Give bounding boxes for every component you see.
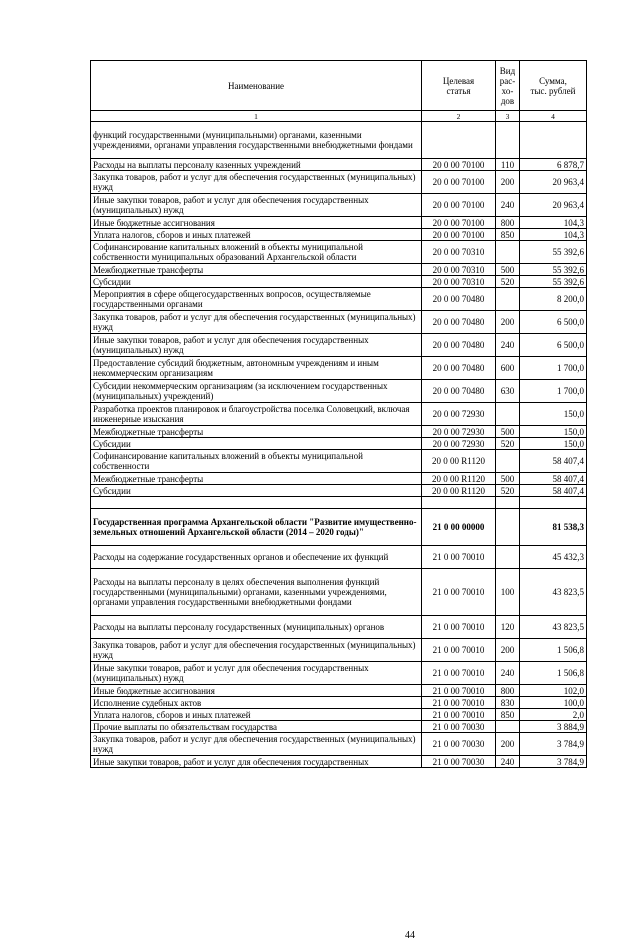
row-name-cell: Расходы на содержание государственных органов и обеспечение их функций [91,546,422,569]
page-number: 44 [405,930,415,941]
row-name-cell: Межбюджетные трансферты [91,473,422,485]
table-row [91,497,587,509]
table-row [91,241,587,264]
row-sum-cell: 81 538,3 [520,509,587,546]
row-expense-type-cell [496,450,520,473]
row-sum-cell: 55 392,6 [520,276,587,288]
row-sum-cell: 150,0 [520,403,587,426]
table-row [91,276,587,288]
row-target-article-cell: 21 0 00 70010 [422,639,496,662]
row-target-article-cell: 20 0 00 70100 [422,159,496,171]
column-number: 2 [422,111,496,122]
column-number-row [91,111,587,122]
row-target-article-cell: 20 0 00 70480 [422,380,496,403]
table-row [91,721,587,733]
header-name: Наименование [91,61,422,111]
header-expense-type: Вид рас- хо- дов [496,61,520,111]
row-sum-cell: 6 500,0 [520,334,587,357]
row-name-cell: Межбюджетные трансферты [91,426,422,438]
row-target-article-cell: 20 0 00 72930 [422,403,496,426]
row-sum-cell: 150,0 [520,438,587,450]
row-target-article-cell: 20 0 00 70100 [422,194,496,217]
row-expense-type-cell: 500 [496,426,520,438]
row-expense-type-cell: 600 [496,357,520,380]
row-expense-type-cell: 830 [496,697,520,709]
row-target-article-cell: 20 0 00 R1120 [422,485,496,497]
row-target-article-cell: 20 0 00 70310 [422,264,496,276]
row-sum-cell: 100,0 [520,697,587,709]
table-row [91,569,587,616]
row-expense-type-cell: 200 [496,311,520,334]
row-name-cell: Иные закупки товаров, работ и услуг для обеспечения государственных (муниципальных) нужд [91,194,422,217]
row-sum-cell [520,122,587,159]
row-sum-cell: 1 700,0 [520,357,587,380]
row-name-cell: Иные закупки товаров, работ и услуг для обеспечения государственных (муниципальных) нужд [91,662,422,685]
row-target-article-cell: 21 0 00 70010 [422,697,496,709]
row-target-article-cell: 21 0 00 70010 [422,546,496,569]
table-row [91,697,587,709]
row-name-cell: Субсидии [91,438,422,450]
row-name-cell: Закупка товаров, работ и услуг для обеспечения государственных (муниципальных) нужд [91,171,422,194]
row-expense-type-cell: 240 [496,334,520,357]
table-row [91,217,587,229]
row-name-cell: Закупка товаров, работ и услуг для обеспечения государственных (муниципальных) нужд [91,733,422,756]
row-sum-cell: 20 963,4 [520,171,587,194]
row-sum-cell: 43 823,5 [520,616,587,639]
row-expense-type-cell [496,403,520,426]
row-expense-type-cell: 850 [496,229,520,241]
row-target-article-cell [422,497,496,509]
row-name-cell: Иные бюджетные ассигнования [91,217,422,229]
row-name-cell: Закупка товаров, работ и услуг для обеспечения государственных (муниципальных) нужд [91,311,422,334]
row-name-cell: Исполнение судебных актов [91,697,422,709]
row-name-cell: Предоставление субсидий бюджетным, автономным учреждениям и иным некоммерческим организациям [91,357,422,380]
table-row [91,616,587,639]
table-row [91,357,587,380]
row-expense-type-cell: 100 [496,569,520,616]
row-name-cell: Субсидии [91,276,422,288]
row-target-article-cell: 20 0 00 70100 [422,229,496,241]
row-target-article-cell [422,122,496,159]
column-number: 4 [520,111,587,122]
row-name-cell: Софинансирование капитальных вложений в объекты муниципальной собственности муниципальных образований Архангельской области [91,241,422,264]
row-target-article-cell: 20 0 00 70480 [422,334,496,357]
row-expense-type-cell: 500 [496,264,520,276]
row-name-cell: Прочие выплаты по обязательствам государства [91,721,422,733]
row-expense-type-cell [496,721,520,733]
row-target-article-cell: 20 0 00 R1120 [422,450,496,473]
table-row [91,546,587,569]
row-target-article-cell: 20 0 00 70100 [422,171,496,194]
table-row [91,229,587,241]
row-name-cell: Расходы на выплаты персоналу казенных учреждений [91,159,422,171]
row-expense-type-cell: 200 [496,639,520,662]
row-sum-cell: 3 884,9 [520,721,587,733]
header-target-article: Целевая статья [422,61,496,111]
table-row [91,426,587,438]
row-expense-type-cell: 200 [496,171,520,194]
table-row [91,709,587,721]
row-sum-cell: 1 700,0 [520,380,587,403]
row-name-cell: Государственная программа Архангельской области "Развитие имущественно-земельных отношений Архангельской области (2014 – 2020 годы)" [91,509,422,546]
row-target-article-cell: 21 0 00 70030 [422,756,496,768]
row-sum-cell: 20 963,4 [520,194,587,217]
row-sum-cell: 102,0 [520,685,587,697]
row-sum-cell: 3 784,9 [520,756,587,768]
row-sum-cell: 45 432,3 [520,546,587,569]
row-sum-cell: 55 392,6 [520,264,587,276]
table-row [91,159,587,171]
table-row [91,756,587,768]
row-name-cell [91,497,422,509]
row-target-article-cell: 21 0 00 70010 [422,616,496,639]
row-sum-cell: 8 200,0 [520,288,587,311]
row-name-cell: Расходы на выплаты персоналу в целях обеспечения выполнения функций государственными (муниципальными) органами, казенными учреждениями, органами управления государственными внебюджетными фондами [91,569,422,616]
row-target-article-cell: 20 0 00 70480 [422,357,496,380]
row-sum-cell: 1 506,8 [520,662,587,685]
table-row [91,122,587,159]
row-expense-type-cell: 800 [496,685,520,697]
row-target-article-cell: 20 0 00 70310 [422,241,496,264]
row-name-cell: Закупка товаров, работ и услуг для обеспечения государственных (муниципальных) нужд [91,639,422,662]
row-expense-type-cell [496,509,520,546]
table-row [91,380,587,403]
row-expense-type-cell: 200 [496,733,520,756]
header-sum: Сумма, тыс. рублей [520,61,587,111]
row-expense-type-cell: 520 [496,485,520,497]
row-expense-type-cell [496,497,520,509]
row-target-article-cell: 20 0 00 70310 [422,276,496,288]
table-row [91,334,587,357]
row-name-cell: Субсидии некоммерческим организациям (за исключением государственных (муниципальных) учреждений) [91,380,422,403]
row-sum-cell: 6 878,7 [520,159,587,171]
row-name-cell: Межбюджетные трансферты [91,264,422,276]
row-expense-type-cell: 240 [496,662,520,685]
row-sum-cell: 104,3 [520,217,587,229]
table-row [91,485,587,497]
row-name-cell: Уплата налогов, сборов и иных платежей [91,709,422,721]
row-expense-type-cell: 110 [496,159,520,171]
row-name-cell: Софинансирование капитальных вложений в объекты муниципальной собственности [91,450,422,473]
row-sum-cell: 150,0 [520,426,587,438]
row-target-article-cell: 20 0 00 70480 [422,288,496,311]
row-name-cell: Расходы на выплаты персоналу государственных (муниципальных) органов [91,616,422,639]
table-row [91,264,587,276]
row-sum-cell: 43 823,5 [520,569,587,616]
budget-table-page [90,60,587,941]
row-expense-type-cell: 240 [496,756,520,768]
row-sum-cell: 6 500,0 [520,311,587,334]
row-expense-type-cell [496,241,520,264]
table-row [91,403,587,426]
table-row [91,171,587,194]
row-name-cell: Мероприятия в сфере общегосударственных вопросов, осуществляемые государственными органами [91,288,422,311]
table-row [91,438,587,450]
row-name-cell: Иные бюджетные ассигнования [91,685,422,697]
row-expense-type-cell: 240 [496,194,520,217]
row-target-article-cell: 21 0 00 70030 [422,721,496,733]
row-name-cell: Иные закупки товаров, работ и услуг для обеспечения государственных [91,756,422,768]
row-expense-type-cell [496,122,520,159]
row-name-cell: Разработка проектов планировок и благоустройства поселка Соловецкий, включая инженерные изыскания [91,403,422,426]
table-header-row [91,61,587,111]
row-expense-type-cell: 520 [496,438,520,450]
row-expense-type-cell: 120 [496,616,520,639]
budget-table [90,60,587,768]
row-target-article-cell: 20 0 00 R1120 [422,473,496,485]
row-target-article-cell: 21 0 00 70010 [422,709,496,721]
row-sum-cell: 3 784,9 [520,733,587,756]
row-target-article-cell: 20 0 00 72930 [422,438,496,450]
row-name-cell: Субсидии [91,485,422,497]
row-target-article-cell: 21 0 00 70010 [422,662,496,685]
row-expense-type-cell [496,546,520,569]
row-target-article-cell: 21 0 00 00000 [422,509,496,546]
row-target-article-cell: 21 0 00 70030 [422,733,496,756]
row-target-article-cell: 21 0 00 70010 [422,569,496,616]
table-row [91,509,587,546]
row-expense-type-cell: 850 [496,709,520,721]
table-row [91,311,587,334]
table-row [91,685,587,697]
row-sum-cell: 2,0 [520,709,587,721]
table-row [91,194,587,217]
table-body [91,122,587,768]
row-sum-cell: 58 407,4 [520,473,587,485]
row-sum-cell: 55 392,6 [520,241,587,264]
row-expense-type-cell: 520 [496,276,520,288]
row-name-cell: Уплата налогов, сборов и иных платежей [91,229,422,241]
row-target-article-cell: 20 0 00 70100 [422,217,496,229]
row-target-article-cell: 20 0 00 70480 [422,311,496,334]
row-sum-cell: 58 407,4 [520,485,587,497]
table-row [91,450,587,473]
column-number: 1 [91,111,422,122]
row-sum-cell: 58 407,4 [520,450,587,473]
row-expense-type-cell [496,288,520,311]
row-sum-cell: 1 506,8 [520,639,587,662]
table-row [91,473,587,485]
row-expense-type-cell: 500 [496,473,520,485]
row-sum-cell [520,497,587,509]
row-name-cell: Иные закупки товаров, работ и услуг для обеспечения государственных (муниципальных) нужд [91,334,422,357]
row-expense-type-cell: 630 [496,380,520,403]
table-row [91,662,587,685]
table-row [91,288,587,311]
row-name-cell: функций государственными (муниципальными) органами, казенными учреждениями, органами управления государственными внебюджетными фондами [91,122,422,159]
row-expense-type-cell: 800 [496,217,520,229]
table-row [91,639,587,662]
table-row [91,733,587,756]
row-target-article-cell: 21 0 00 70010 [422,685,496,697]
row-target-article-cell: 20 0 00 72930 [422,426,496,438]
row-sum-cell: 104,3 [520,229,587,241]
column-number: 3 [496,111,520,122]
